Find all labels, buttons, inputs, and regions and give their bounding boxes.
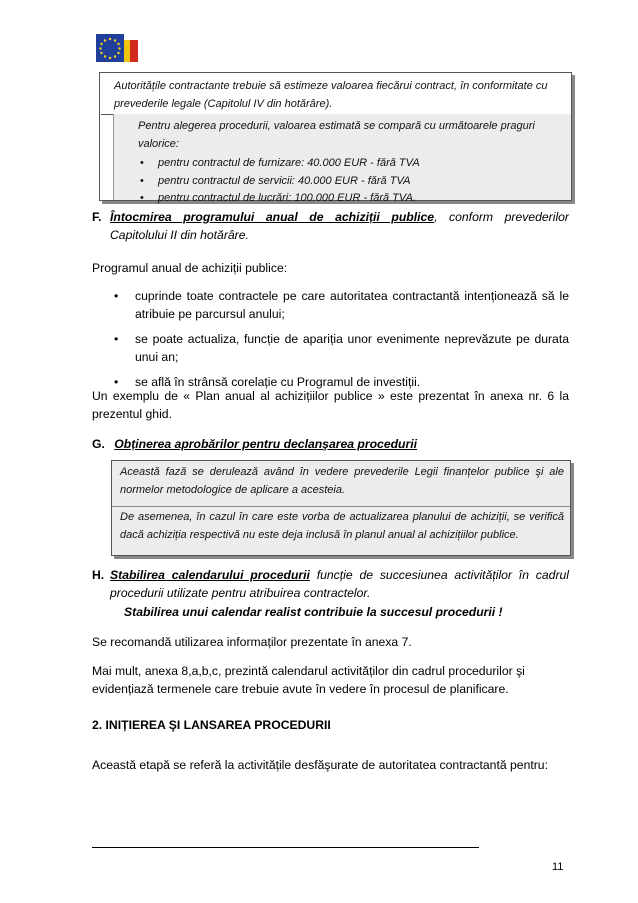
section-h-heading (92, 567, 569, 602)
section-g-title: Obținerea aprobărilor pentru declanşarea procedurii (114, 437, 418, 451)
page-number: 11 (552, 861, 564, 873)
section-g-letter: G. (92, 437, 105, 451)
approval-divider (112, 506, 570, 507)
list-item: • cuprinde toate contractele pe care autoritatea contractantă intenționează să le atribuie pe parcursul anului; (111, 288, 569, 323)
approval-box (111, 460, 571, 556)
more-paragraph: Mai mult, anexa 8,a,b,c, prezintă calendarul activităților din cadrul procedurilor şi evidențiază termenele care trebuie avute în vedere în procesul de planificare. (92, 664, 525, 696)
section-h-rest: funcție de succesiunea activităților în cadrul procedurii utilizate pentru atribuirea contractelor. (110, 568, 569, 600)
thresholds-list (114, 155, 564, 208)
stage-paragraph: Această etapă se referă la activitățile desfăşurate de autoritatea contractantă pentru: (92, 758, 548, 772)
eu-flag-logo (96, 34, 138, 64)
list-item: • se află în strânsă corelație cu Programul de investiții. (111, 374, 569, 392)
recommend-paragraph: Se recomandă utilizarea informaților prezentate în anexa 7. (92, 635, 412, 649)
footer-divider (92, 847, 479, 848)
box1-text: Autoritățile contractante trebuie să estimeze valoarea fiecărui contract, în conformitate cu prevederile legale (Capitolul IV din hotărâre). (114, 80, 548, 110)
example-paragraph: Un exemplu de « Plan anual al achizițiilor publice » este prezentat în anexa nr. 6 la prezentul ghid. (92, 389, 569, 421)
threshold-item: • pentru contractul de furnizare: 40.000 EUR - fără TVA (114, 155, 564, 173)
program-intro: Programul anual de achiziții publice: (92, 261, 288, 275)
list-item: • se poate actualiza, funcție de apariția unor evenimente neprevăzute pe durata unui an; (111, 331, 569, 366)
threshold-item: • pentru contractul de servicii: 40.000 EUR - fără TVA (114, 173, 564, 191)
section-g-heading (92, 436, 569, 454)
section-f-title: Întocmirea programului anual de achiziții publice (110, 210, 435, 224)
program-bullets (111, 288, 569, 400)
section-h-letter: H. (92, 568, 105, 582)
thresholds-inner-box (113, 114, 571, 204)
approval-text-1: Această fază se derulează având în vedere prevederile Legii finanțelor publice şi ale normelor metodologice de aplicare a acesteia. (120, 466, 564, 496)
section-f-heading (92, 209, 569, 244)
threshold-item: • pentru contractul de lucrări: 100.000 EUR - fără TVA. (114, 190, 564, 208)
section-h-title: Stabilirea calendarului procedurii (110, 568, 310, 582)
section-f-letter: F. (92, 210, 102, 224)
section-f-rest: , conform prevederilor Capitolului II din hotărâre. (110, 210, 569, 242)
section-2-heading: 2. INIȚIEREA ŞI LANSAREA PROCEDURII (92, 718, 331, 732)
thresholds-intro: Pentru alegerea procedurii, valoarea estimată se compară cu următoarele praguri valorice: (138, 120, 535, 150)
highlight-text: Stabilirea unui calendar realist contribuie la succesul procedurii ! (124, 605, 503, 619)
thresholds-box (99, 72, 572, 204)
approval-text-2: De asemenea, în cazul în care este vorba de actualizarea planului de achiziții, se verifică dacă achiziția respectivă nu este deja inclusă în planul anual al achizițiilor publice. (120, 511, 564, 541)
